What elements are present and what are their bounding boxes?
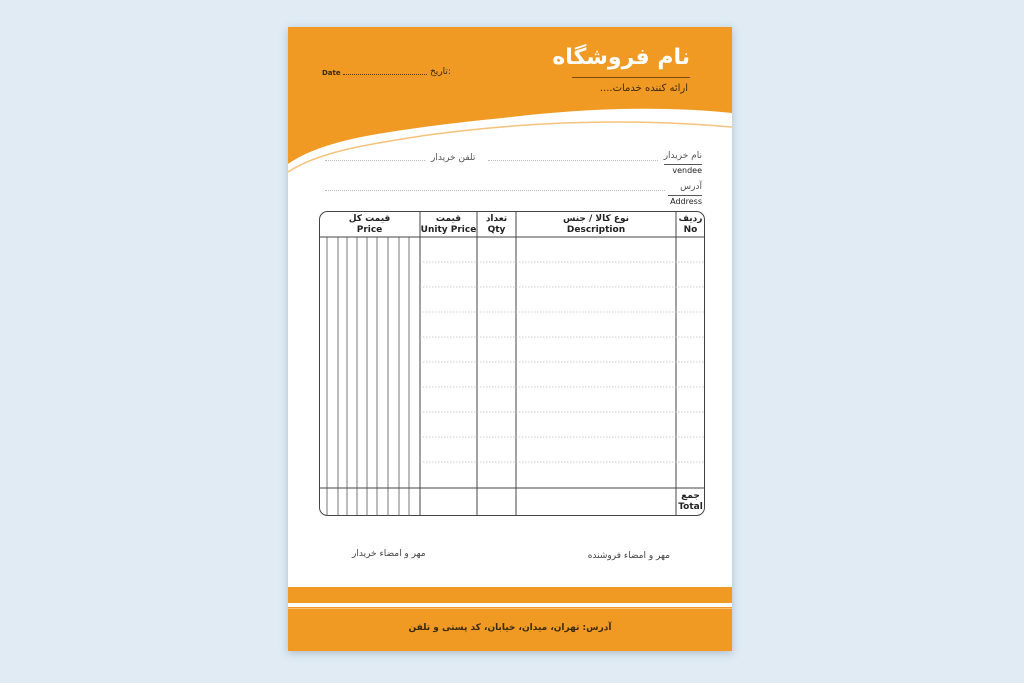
seller-signature-label: مهر و امضاء فروشنده: [587, 551, 670, 561]
col-qty-en: Qty: [487, 225, 506, 235]
footer-address: آدرس: تهران، میدان، خیابان، کد پستی و تلفن: [408, 623, 612, 633]
buyer-name-field[interactable]: [488, 160, 658, 161]
date-label-en: Date: [322, 69, 341, 77]
items-table: [319, 211, 705, 516]
buyer-name-label-en: vendee: [672, 166, 702, 175]
col-description-en: Description: [566, 225, 626, 235]
total-label-fa: جمع: [681, 491, 700, 501]
invoice-sheet: [288, 27, 732, 651]
col-no-header: [676, 214, 705, 236]
col-price-fa: قیمت کل: [348, 214, 391, 224]
date-label-fa: تاریخ:: [430, 67, 451, 77]
buyer-name-underline: [664, 164, 702, 165]
address-label-en: Address: [670, 197, 702, 206]
col-no-fa: ردیف: [678, 214, 703, 224]
col-description-fa: نوع کالا / جنس: [562, 214, 630, 224]
shop-name-underline: [572, 77, 690, 78]
col-price-en: Price: [356, 225, 383, 235]
col-unit-price-en: Unity Price: [420, 225, 477, 235]
footer-band: [288, 587, 732, 651]
shop-subtitle: ارائه کننده خدمات....: [599, 83, 688, 94]
buyer-phone-field[interactable]: [325, 160, 425, 161]
col-unit-price-fa: قیمت: [435, 214, 462, 224]
col-no-en: No: [683, 225, 698, 235]
col-qty-header: [477, 214, 516, 236]
shop-name: نام فروشگاه: [552, 45, 690, 70]
address-label: آدرس: [680, 182, 702, 192]
col-price-header: [319, 214, 420, 236]
buyer-name-label: نام خریدار: [663, 151, 702, 161]
total-label: [676, 491, 705, 513]
buyer-signature-label: مهر و امضاء خریدار: [352, 549, 426, 559]
buyer-phone-label: تلفن خریدار: [431, 153, 476, 163]
col-description-header: [516, 214, 676, 236]
col-qty-fa: تعداد: [485, 214, 508, 224]
address-underline: [668, 195, 702, 196]
date-field[interactable]: [343, 74, 427, 75]
total-label-en: Total: [678, 502, 703, 512]
address-field[interactable]: [325, 190, 665, 191]
col-unit-price-header: [420, 214, 477, 236]
